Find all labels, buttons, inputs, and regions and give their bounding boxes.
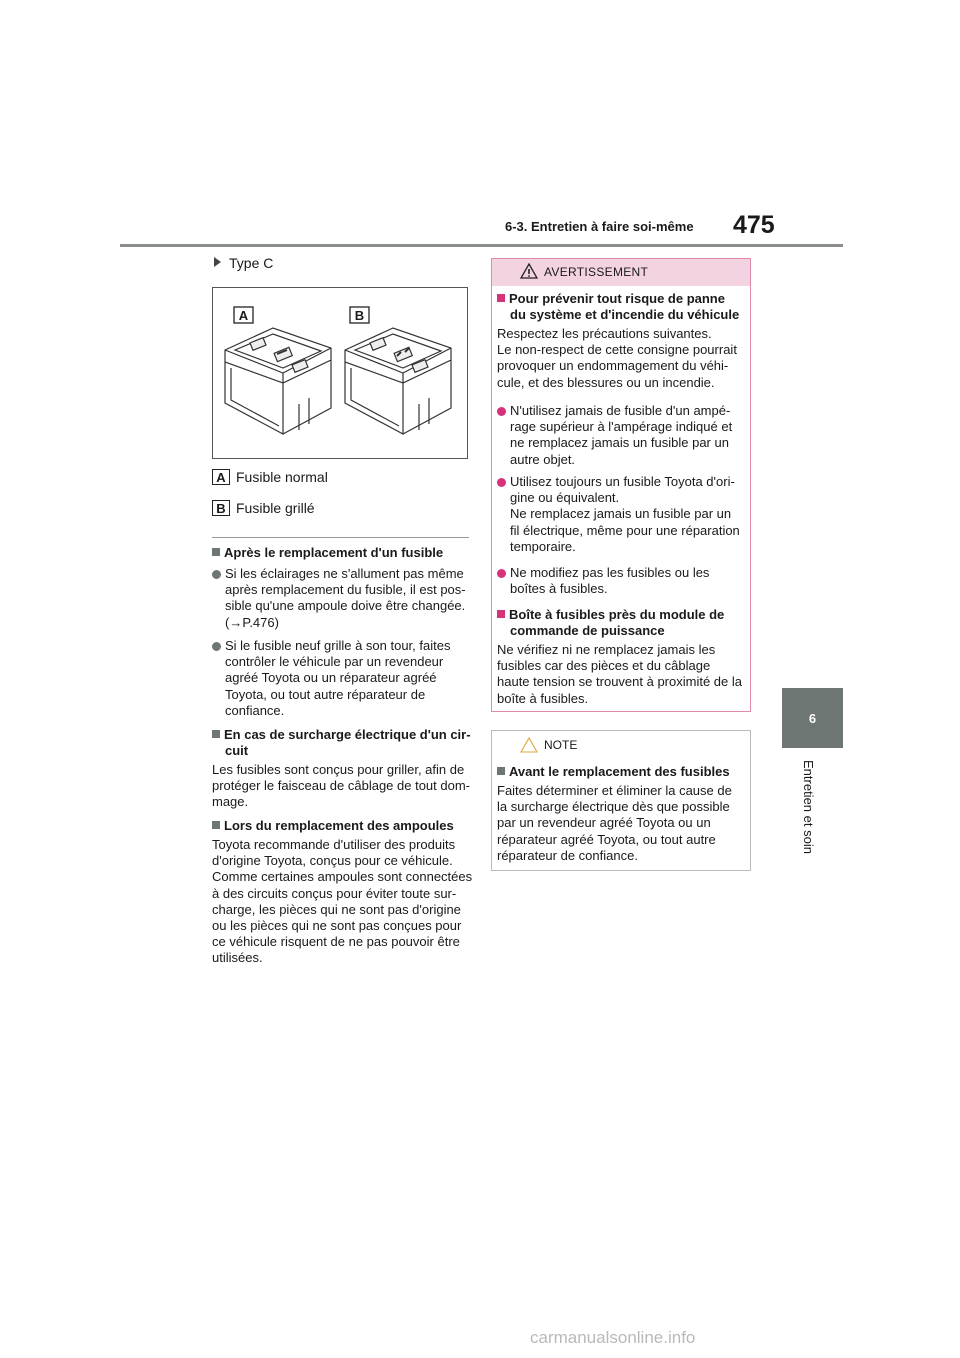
- bullet-lights: [225, 566, 466, 631]
- line: Respectez les précautions suivantes.: [497, 326, 712, 341]
- warning-bullet-1: [510, 403, 732, 468]
- paragraph-bulbs: [212, 837, 472, 967]
- line: cule, et des blessures ou un incendie.: [497, 374, 715, 390]
- heading-text: En cas de surcharge électrique d'un cir-: [224, 727, 471, 742]
- heading-text: Pour prévenir tout risque de panne: [509, 291, 725, 306]
- line: utilisées.: [212, 950, 263, 966]
- type-label-text: Type C: [229, 255, 274, 271]
- line: N'utilisez jamais de fusible d'un ampé-: [510, 403, 731, 418]
- line: réparateur agréé Toyota, ou tout autre: [497, 831, 716, 847]
- warning-bullet-2: [510, 474, 740, 555]
- line: boîtes à fusibles.: [510, 581, 608, 597]
- line: Les fusibles sont conçus pour griller, afin de: [212, 762, 465, 777]
- note-text: [497, 783, 732, 864]
- line: Toyota, ou tout autre réparateur de: [225, 686, 426, 702]
- watermark: carmanualsonline.info: [530, 1328, 696, 1347]
- line: fusibles car des pièces et du câblage: [497, 658, 711, 674]
- chapter-label-container: [799, 760, 819, 880]
- section-title: 6-3. Entretien à faire soi-même: [505, 219, 694, 234]
- legend-key-a: A: [212, 469, 230, 485]
- heading-text: Lors du remplacement des ampoules: [224, 818, 454, 833]
- note-heading: [497, 764, 730, 780]
- paragraph-overload: [212, 762, 470, 811]
- line: après remplacement du fusible, il est pos-: [225, 582, 466, 598]
- legend-item-b: [212, 500, 315, 516]
- chapter-label: Entretien et soin: [801, 760, 816, 854]
- line: Utilisez toujours un fusible Toyota d'ori-: [510, 474, 735, 489]
- line: d'origine Toyota, conçus pour ce véhicule.: [212, 853, 453, 869]
- line: Comme certaines ampoules sont connectées: [212, 869, 473, 885]
- caution-triangle-icon: [520, 737, 538, 753]
- line: ce véhicule risquent de ne pas pouvoir être: [212, 934, 460, 950]
- figure-type-label: [214, 255, 273, 271]
- warning-title: AVERTISSEMENT: [544, 265, 649, 279]
- legend-item-a: [212, 469, 328, 485]
- line: Si les éclairages ne s'allument pas même: [225, 566, 464, 581]
- line: Toyota recommande d'utiliser des produits: [212, 837, 456, 852]
- line: Ne vérifiez ni ne remplacez jamais les: [497, 642, 716, 657]
- callout-a: A: [238, 307, 249, 323]
- page-reference-link[interactable]: (→P.476): [225, 614, 279, 630]
- section-divider: [212, 537, 469, 538]
- line: Le non-respect de cette consigne pourrait: [497, 342, 737, 358]
- line: mage.: [212, 794, 249, 810]
- line: haute tension se trouvent à proximité de la: [497, 674, 742, 690]
- line: boîte à fusibles.: [497, 690, 589, 706]
- chapter-tab: [782, 688, 843, 748]
- line: ou les pièces qui ne sont pas conçues pour: [212, 918, 462, 934]
- heading-text: Après le remplacement d'un fusible: [224, 545, 444, 560]
- line: ne remplacez jamais un fusible par un: [510, 435, 729, 451]
- line: à des circuits conçus pour éviter toute sur-: [212, 885, 457, 901]
- circle-bullet-icon: [497, 569, 506, 578]
- line: protéger le faisceau de câblage de tout dom-: [212, 778, 471, 794]
- line: temporaire.: [510, 538, 576, 554]
- warning-heading-2: [497, 607, 724, 639]
- square-bullet-icon: [212, 548, 220, 556]
- square-bullet-icon: [497, 767, 505, 775]
- fuse-illustration: [212, 287, 468, 459]
- square-bullet-icon: [497, 610, 505, 618]
- square-bullet-icon: [497, 294, 505, 302]
- circle-bullet-icon: [212, 642, 221, 651]
- line: provoquer un endommagement du véhi-: [497, 358, 729, 374]
- line: la surcharge électrique dès que possible: [497, 799, 730, 815]
- line: charge, les pièces qui ne sont pas d'origine: [212, 901, 461, 917]
- header-rule: [120, 244, 843, 247]
- warning-heading-1: [497, 291, 739, 323]
- line: autre objet.: [510, 451, 576, 467]
- line: rage supérieur à l'ampérage indiqué et: [510, 419, 733, 435]
- line: fil électrique, même pour une réparation: [510, 522, 740, 538]
- page-number: 475: [733, 211, 775, 239]
- heading-bulbs: [212, 818, 454, 834]
- heading-text: du système et d'incendie du véhicule: [510, 307, 740, 323]
- heading-text: cuit: [225, 743, 249, 759]
- line: Si le fusible neuf grille à son tour, faites: [225, 638, 451, 653]
- circle-bullet-icon: [497, 407, 506, 416]
- line: Ne modifiez pas les fusibles ou les: [510, 565, 710, 580]
- note-title: NOTE: [544, 738, 578, 752]
- line: Ne remplacez jamais un fusible par un: [510, 506, 732, 522]
- line: agréé Toyota ou un réparateur agréé: [225, 670, 437, 686]
- legend-text-a: Fusible normal: [236, 469, 328, 485]
- square-bullet-icon: [212, 730, 220, 738]
- line: par un revendeur agréé Toyota ou un: [497, 815, 711, 831]
- chapter-number: 6: [808, 710, 817, 726]
- heading-after-replacement: [212, 545, 443, 561]
- circle-bullet-icon: [212, 570, 221, 579]
- legend-key-b: B: [212, 500, 230, 516]
- callout-b: B: [354, 307, 365, 323]
- bullet-new-fuse: [225, 638, 450, 719]
- warning-bullet-3: [510, 565, 709, 597]
- line: réparateur de confiance.: [497, 847, 638, 863]
- heading-text: Avant le remplacement des fusibles: [509, 764, 730, 779]
- warning-text-2: [497, 642, 742, 707]
- line: gine ou équivalent.: [510, 490, 620, 506]
- heading-overload: [212, 727, 471, 759]
- circle-bullet-icon: [497, 478, 506, 487]
- line: confiance.: [225, 702, 285, 718]
- triangle-bullet-icon: [214, 257, 221, 267]
- heading-text: commande de puissance: [510, 623, 665, 639]
- square-bullet-icon: [212, 821, 220, 829]
- heading-text: Boîte à fusibles près du module de: [509, 607, 725, 622]
- line: sible qu'une ampoule doive être changée.: [225, 598, 466, 614]
- legend-text-b: Fusible grillé: [236, 500, 315, 516]
- warning-text-1: [497, 326, 737, 391]
- warning-triangle-icon: [520, 263, 538, 279]
- line: contrôler le véhicule par un revendeur: [225, 654, 444, 670]
- line: Faites déterminer et éliminer la cause de: [497, 783, 732, 798]
